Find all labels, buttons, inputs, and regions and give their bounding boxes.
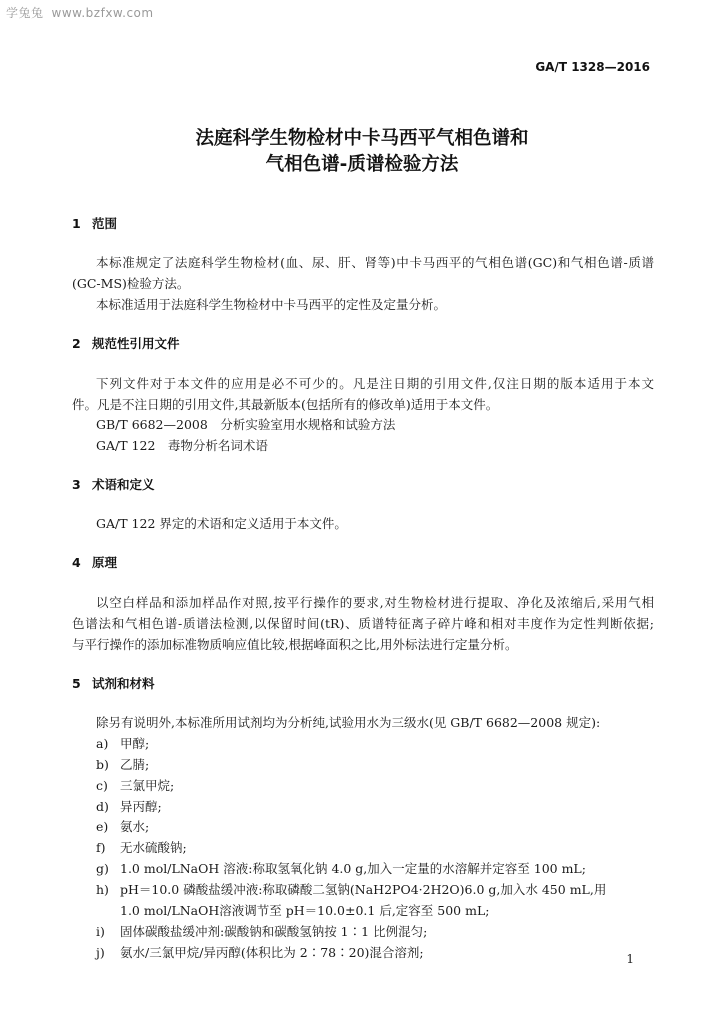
list-marker: e) xyxy=(96,819,109,834)
list-item-text: 氨水; xyxy=(120,819,150,834)
list-item xyxy=(96,943,424,961)
section-heading xyxy=(72,334,180,352)
list-item-text: 异丙醇; xyxy=(120,799,162,814)
list-item-text: 无水硫酸钠; xyxy=(120,840,187,855)
paragraph-line: 与平行操作的添加标准物质响应值比较,根据峰面积之比,用外标法进行定量分析。 xyxy=(72,637,518,652)
section-heading xyxy=(72,214,117,232)
list-marker: c) xyxy=(96,778,108,793)
list-item-text: pH＝10.0 磷酸盐缓冲液:称取磷酸二氢钠(NaH2PO4·2H2O)6.0 g,加入水 450 mL,用 xyxy=(120,882,607,897)
standard-code: GA/T 1328—2016 xyxy=(535,60,650,74)
section-heading xyxy=(72,674,155,692)
paragraph-line: 件。凡是不注日期的引用文件,其最新版本(包括所有的修改单)适用于本文件。 xyxy=(72,397,499,412)
list-item-text: 三氯甲烷; xyxy=(120,778,175,793)
list-marker: f) xyxy=(96,840,106,855)
list-item xyxy=(96,734,149,752)
paragraph-line: 色谱法和气相色谱-质谱法检测,以保留时间(tR)、质谱特征离子碎片峰和相对丰度作为定性判断依据; xyxy=(72,616,654,631)
document-title-line-1: 法庭科学生物检材中卡马西平气相色谱和 xyxy=(195,128,529,149)
list-marker: h) xyxy=(96,882,109,897)
paragraph-line: 本标准适用于法庭科学生物检材中卡马西平的定性及定量分析。 xyxy=(96,297,447,312)
list-item-text: 甲醇; xyxy=(120,736,150,751)
list-marker: j) xyxy=(96,945,105,960)
section-number: 3 xyxy=(72,477,81,492)
paragraph-line: 下列文件对于本文件的应用是必不可少的。凡是注日期的引用文件,仅注日期的版本适用于本文 xyxy=(96,376,654,391)
watermark-site-name: 学兔兔 xyxy=(6,6,44,20)
section-heading xyxy=(72,553,117,571)
document-title-line-2: 气相色谱-质谱检验方法 xyxy=(265,154,459,175)
paragraph-line: 以空白样品和添加样品作对照,按平行操作的要求,对生物检材进行提取、净化及浓缩后,采用气相 xyxy=(96,595,654,610)
list-item xyxy=(96,880,606,898)
list-item-text: 1.0 mol/LNaOH 溶液:称取氢氧化钠 4.0 g,加入一定量的水溶解并定容至 100 mL; xyxy=(120,861,586,876)
section-title: 原理 xyxy=(92,555,118,570)
section-number: 4 xyxy=(72,555,81,570)
paragraph-line: (GC-MS)检验方法。 xyxy=(72,276,190,291)
list-marker: g) xyxy=(96,861,109,876)
watermark-url: www.bzfxw.com xyxy=(51,6,154,20)
paragraph-line: 本标准规定了法庭科学生物检材(血、尿、肝、肾等)中卡马西平的气相色谱(GC)和气相色谱-质谱 xyxy=(96,255,654,270)
section-number: 5 xyxy=(72,676,81,691)
list-item xyxy=(96,755,149,773)
list-item-continuation: 1.0 mol/LNaOH溶液调节至 pH＝10.0±0.1 后,定容至 500 mL; xyxy=(120,903,490,918)
list-item-text: 氨水/三氯甲烷/异丙醇(体积比为 2∶78∶20)混合溶剂; xyxy=(120,945,424,960)
section-heading xyxy=(72,475,155,493)
section-number: 1 xyxy=(72,216,81,231)
paragraph-line: GA/T 122 界定的术语和定义适用于本文件。 xyxy=(96,516,347,531)
section-title: 规范性引用文件 xyxy=(92,336,180,351)
list-item xyxy=(96,776,174,794)
section-title: 试剂和材料 xyxy=(92,676,155,691)
list-item xyxy=(96,838,187,856)
list-item-text: 固体碳酸盐缓冲剂:碳酸钠和碳酸氢钠按 1∶1 比例混匀; xyxy=(120,924,428,939)
list-marker: a) xyxy=(96,736,109,751)
page-number: 1 xyxy=(626,952,634,966)
list-item-text: 乙腈; xyxy=(120,757,150,772)
list-item xyxy=(96,797,162,815)
list-marker: d) xyxy=(96,799,109,814)
normative-reference: GB/T 6682—2008 分析实验室用水规格和试验方法 xyxy=(96,417,396,432)
list-item xyxy=(96,817,149,835)
list-item xyxy=(96,922,427,940)
section-title: 术语和定义 xyxy=(92,477,155,492)
list-marker: i) xyxy=(96,924,105,939)
section-number: 2 xyxy=(72,336,81,351)
normative-reference: GA/T 122 毒物分析名词术语 xyxy=(96,438,268,453)
list-item xyxy=(96,859,586,877)
watermark xyxy=(6,4,154,21)
list-marker: b) xyxy=(96,757,109,772)
paragraph-line: 除另有说明外,本标准所用试剂均为分析纯,试验用水为三级水(见 GB/T 6682—2008 规定): xyxy=(96,715,601,730)
section-title: 范围 xyxy=(92,216,118,231)
